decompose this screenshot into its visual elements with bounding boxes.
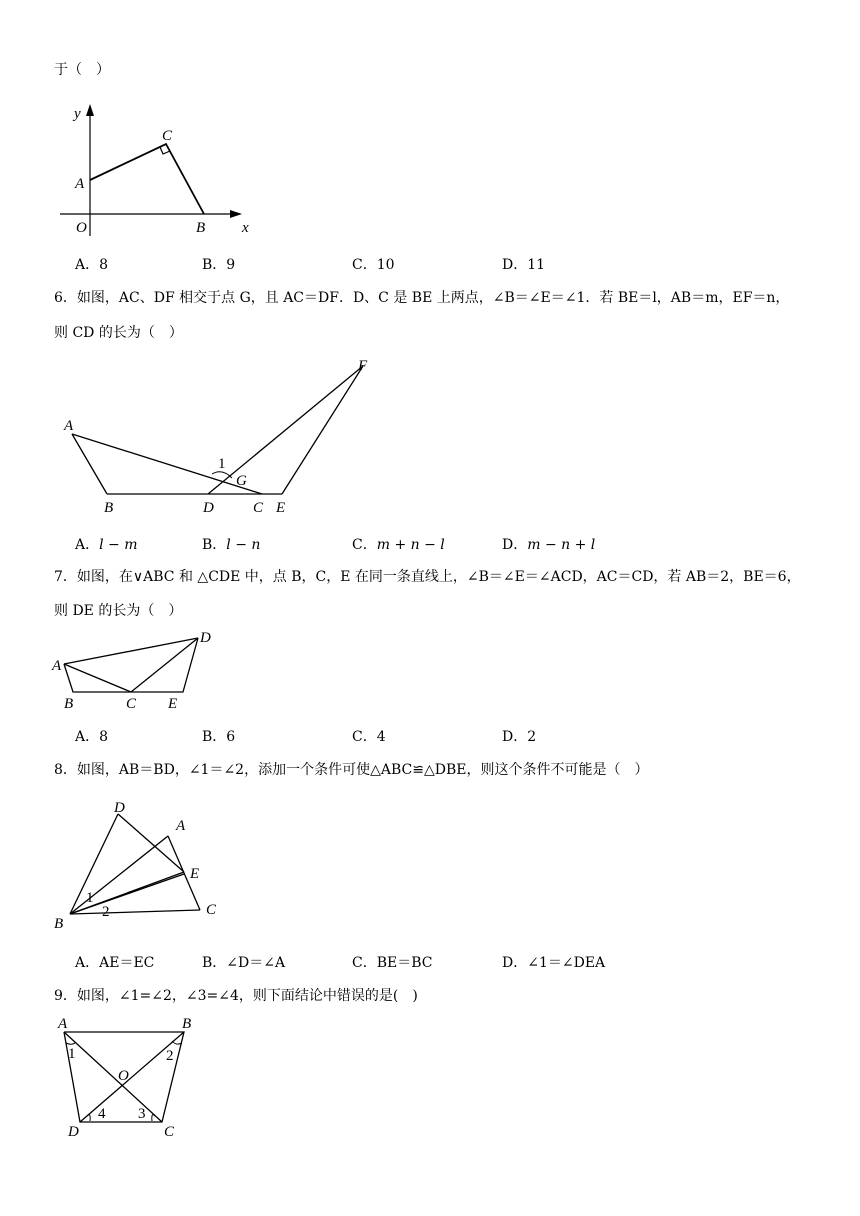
q5-option-b: B．9 (202, 257, 236, 273)
q8-label-A: A (176, 818, 186, 834)
q8-label-1: 1 (86, 890, 94, 906)
q9-label-4: 4 (98, 1106, 106, 1122)
q6-option-b: B．l − n (202, 537, 261, 553)
q5-option-c: C．10 (352, 257, 395, 273)
q9-label-C: C (164, 1124, 175, 1140)
q5-label-B: B (196, 220, 206, 236)
q7-question-line1: 7．如图，在∨ABC 和 △CDE 中，点 B，C，E 在同一条直线上，∠B＝∠E＝∠ACD，AC＝CD，若 AB＝2，BE＝6， (54, 569, 801, 585)
q7-option-b: B．6 (202, 729, 236, 745)
q7-label-A: A (52, 658, 62, 674)
q5-option-d: D．11 (502, 257, 546, 273)
q8-option-a: A．AE＝EC (75, 955, 155, 971)
q6-question-line1: 6．如图，AC、DF 相交于点 G，且 AC＝DF．D、C 是 BE 上两点，∠B＝∠E＝∠1．若 BE＝l，AB＝m，EF＝n， (54, 290, 790, 306)
question-5-tail: 于（ ） (54, 62, 110, 78)
q7-label-E: E (168, 696, 178, 712)
q7-question-line2: 则 DE 的长为（ ） (54, 603, 183, 619)
q8-question-line1: 8．如图，AB＝BD，∠1＝∠2，添加一个条件可使△ABC≌△DBE，则这个条件不可能是（ ） (54, 762, 649, 778)
q9-label-O: O (118, 1068, 129, 1084)
q6-label-1: 1 (218, 456, 226, 472)
q9-label-B: B (182, 1016, 192, 1032)
q8-label-C: C (206, 902, 217, 918)
q8-label-E: E (190, 866, 200, 882)
q9-label-3: 3 (138, 1106, 146, 1122)
q9-question-line1: 9．如图，∠1=∠2，∠3=∠4，则下面结论中错误的是( ) (54, 988, 418, 1004)
q9-label-1: 1 (68, 1046, 76, 1062)
q8-label-D: D (114, 800, 125, 816)
q6-option-c: C．m + n − l (352, 537, 445, 553)
q6-option-a: A．l − m (75, 537, 138, 553)
q8-option-b: B．∠D＝∠A (202, 955, 286, 971)
q8-option-c: C．BE＝BC (352, 955, 433, 971)
q7-option-d: D．2 (502, 729, 537, 745)
q6-option-d: D．m − n + l (502, 537, 596, 553)
q5-label-C: C (162, 128, 173, 144)
q5-label-A: A (75, 176, 85, 192)
q6-label-D: D (203, 500, 214, 516)
q5-label-O: O (76, 220, 87, 236)
q7-option-a: A．8 (75, 729, 109, 745)
q6-label-B: B (104, 500, 114, 516)
q8-label-2: 2 (102, 904, 110, 920)
q7-label-D: D (200, 630, 211, 646)
q7-label-B: B (64, 696, 74, 712)
q6-label-C: C (253, 500, 264, 516)
q5-label-x: x (242, 220, 249, 236)
q5-label-y: y (74, 106, 81, 122)
q7-label-C: C (126, 696, 137, 712)
q5-option-a: A．8 (75, 257, 109, 273)
q6-label-G: G (236, 473, 247, 489)
q9-label-2: 2 (166, 1048, 174, 1064)
q6-question-line2: 则 CD 的长为（ ） (54, 325, 183, 341)
q9-label-A: A (58, 1016, 68, 1032)
q8-label-B: B (54, 916, 64, 932)
q6-label-A: A (64, 418, 74, 434)
q6-label-E: E (276, 500, 286, 516)
q7-option-c: C．4 (352, 729, 386, 745)
q6-label-F: F (358, 358, 368, 374)
q8-option-d: D．∠1＝∠DEA (502, 955, 606, 971)
q9-label-D: D (68, 1124, 79, 1140)
